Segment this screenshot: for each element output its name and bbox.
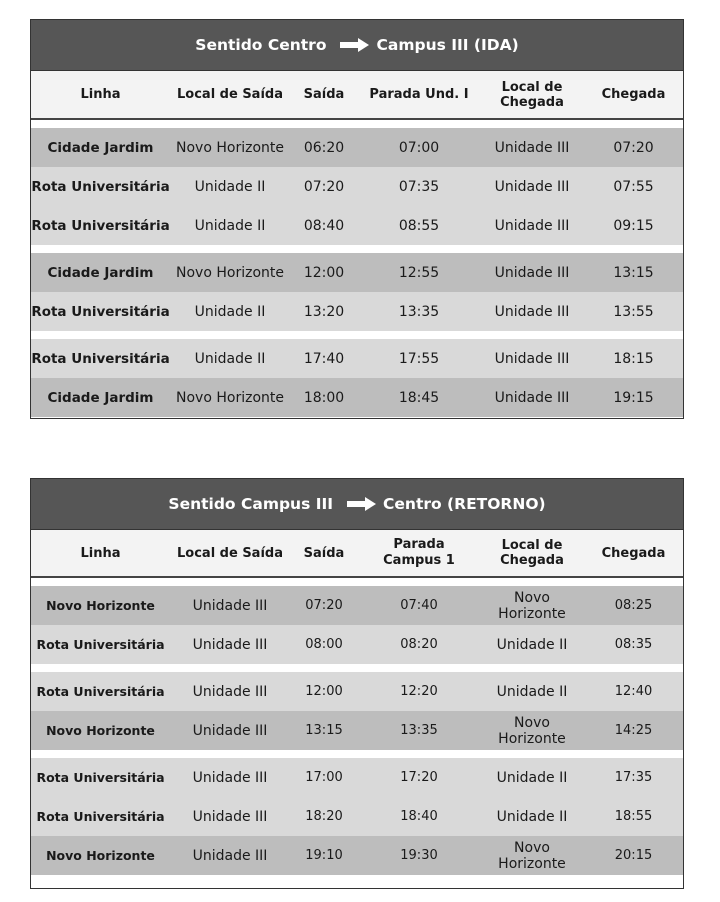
- table-body: [31, 120, 683, 417]
- row-parada: 13:35: [400, 723, 438, 738]
- row-local-chegada: Unidade III: [494, 350, 570, 367]
- title-from: Sentido Campus III: [168, 495, 334, 513]
- row-local-saida: Unidade II: [194, 350, 266, 367]
- col-chegada: Chegada: [601, 545, 666, 561]
- row-linha: Rota Universitária: [31, 303, 170, 320]
- row-parada: 08:20: [400, 637, 438, 652]
- row-saida: 19:10: [305, 848, 343, 863]
- table-row: [31, 339, 683, 378]
- row-local-chegada: Novo Horizonte: [498, 839, 566, 872]
- row-local-chegada: Novo Horizonte: [498, 714, 566, 747]
- row-local-saida: Unidade III: [192, 808, 268, 825]
- row-chegada: 17:35: [614, 770, 653, 785]
- title-from: Sentido Centro: [195, 36, 327, 54]
- row-parada: 18:40: [400, 809, 438, 824]
- row-parada: 07:35: [398, 178, 440, 195]
- table-row: [31, 586, 683, 625]
- row-saida: 17:40: [303, 350, 345, 367]
- col-local-chegada: Local de Chegada: [500, 79, 564, 110]
- row-local-saida: Unidade III: [192, 847, 268, 864]
- row-parada: 08:55: [398, 217, 440, 234]
- row-chegada: 07:20: [613, 139, 654, 156]
- row-chegada: 13:15: [613, 264, 654, 281]
- row-parada: 17:20: [400, 770, 438, 785]
- col-local-chegada: Local de Chegada: [500, 538, 564, 568]
- group-gap: [31, 664, 683, 672]
- row-chegada: 20:15: [614, 848, 653, 863]
- row-saida: 12:00: [303, 264, 345, 281]
- title-to: Campus III (IDA): [376, 36, 519, 54]
- row-chegada: 19:15: [613, 389, 654, 406]
- row-local-saida: Novo Horizonte: [176, 264, 284, 281]
- table-row: [31, 672, 683, 711]
- row-parada: 19:30: [400, 848, 438, 863]
- col-parada: Parada Campus 1: [383, 536, 455, 568]
- row-linha: Rota Universitária: [31, 217, 170, 234]
- row-local-saida: Novo Horizonte: [176, 389, 284, 406]
- row-saida: 13:20: [303, 303, 345, 320]
- arrow-right-icon: [347, 496, 377, 512]
- row-linha: Novo Horizonte: [46, 848, 155, 863]
- col-saida: Saída: [303, 87, 345, 102]
- table-row: [31, 711, 683, 750]
- col-linha: Linha: [80, 87, 121, 102]
- row-local-chegada: Unidade III: [494, 389, 570, 406]
- row-parada: 18:45: [398, 389, 440, 406]
- col-local-saida: Local de Saída: [177, 545, 283, 561]
- table-row: [31, 378, 683, 417]
- row-saida: 08:40: [303, 217, 345, 234]
- table-row: [31, 206, 683, 245]
- row-saida: 07:20: [305, 598, 343, 613]
- row-chegada: 07:55: [613, 178, 654, 195]
- row-linha: Rota Universitária: [36, 770, 165, 785]
- row-chegada: 18:15: [613, 350, 654, 367]
- table-row: [31, 253, 683, 292]
- col-chegada: Chegada: [601, 87, 666, 102]
- row-linha: Cidade Jardim: [47, 139, 154, 156]
- table-row: [31, 836, 683, 875]
- row-local-saida: Unidade II: [194, 178, 266, 195]
- row-local-saida: Unidade III: [192, 769, 268, 786]
- table-row: [31, 292, 683, 331]
- row-chegada: 12:40: [614, 684, 653, 699]
- group-gap: [31, 578, 683, 586]
- row-local-saida: Novo Horizonte: [176, 139, 284, 156]
- row-linha: Rota Universitária: [31, 178, 170, 195]
- table-body: [31, 578, 683, 875]
- col-parada: Parada Und. I: [369, 87, 469, 102]
- row-saida: 07:20: [303, 178, 345, 195]
- row-linha: Novo Horizonte: [46, 598, 155, 613]
- table-title: [31, 479, 683, 530]
- table-row: [31, 167, 683, 206]
- row-local-chegada: Unidade II: [496, 808, 568, 825]
- group-gap: [31, 750, 683, 758]
- header-row: [31, 71, 683, 120]
- row-parada: 07:00: [398, 139, 440, 156]
- row-local-saida: Unidade III: [192, 597, 268, 614]
- row-local-chegada: Unidade III: [494, 303, 570, 320]
- row-parada: 07:40: [400, 598, 438, 613]
- row-chegada: 08:35: [614, 637, 653, 652]
- row-linha: Rota Universitária: [36, 809, 165, 824]
- row-local-chegada: Unidade III: [494, 217, 570, 234]
- row-local-saida: Unidade II: [194, 303, 266, 320]
- row-linha: Cidade Jardim: [47, 264, 154, 281]
- row-linha: Novo Horizonte: [46, 723, 155, 738]
- row-chegada: 08:25: [614, 598, 653, 613]
- group-gap: [31, 245, 683, 253]
- table-row: [31, 128, 683, 167]
- row-saida: 12:00: [305, 684, 343, 699]
- row-parada: 17:55: [398, 350, 440, 367]
- table-row: [31, 797, 683, 836]
- row-linha: Rota Universitária: [31, 350, 170, 367]
- row-parada: 13:35: [398, 303, 440, 320]
- row-parada: 12:55: [398, 264, 440, 281]
- row-linha: Rota Universitária: [36, 637, 165, 652]
- schedule-table-retorno: [30, 478, 684, 889]
- row-local-chegada: Novo Horizonte: [498, 589, 566, 622]
- row-saida: 13:15: [305, 723, 343, 738]
- title-to: Centro (RETORNO): [383, 495, 546, 513]
- table-title: [31, 20, 683, 71]
- col-saida: Saída: [303, 545, 345, 561]
- row-local-saida: Unidade II: [194, 217, 266, 234]
- row-saida: 06:20: [303, 139, 345, 156]
- schedule-table-ida: [30, 19, 684, 419]
- row-local-chegada: Unidade III: [494, 139, 570, 156]
- row-saida: 18:20: [305, 809, 343, 824]
- row-local-chegada: Unidade II: [496, 769, 568, 786]
- row-chegada: 13:55: [613, 303, 654, 320]
- arrow-right-icon: [340, 37, 370, 53]
- row-local-saida: Unidade III: [192, 722, 268, 739]
- row-local-chegada: Unidade II: [496, 636, 568, 653]
- row-linha: Cidade Jardim: [47, 389, 154, 406]
- row-local-saida: Unidade III: [192, 636, 268, 653]
- table-row: [31, 758, 683, 797]
- group-gap: [31, 120, 683, 128]
- row-chegada: 14:25: [614, 723, 653, 738]
- col-local-saida: Local de Saída: [177, 87, 283, 102]
- row-chegada: 09:15: [613, 217, 654, 234]
- col-linha: Linha: [80, 545, 121, 561]
- row-local-chegada: Unidade III: [494, 264, 570, 281]
- group-gap: [31, 331, 683, 339]
- header-row: [31, 530, 683, 578]
- row-parada: 12:20: [400, 684, 438, 699]
- table-row: [31, 625, 683, 664]
- row-saida: 08:00: [305, 637, 343, 652]
- row-local-chegada: Unidade III: [494, 178, 570, 195]
- row-saida: 17:00: [305, 770, 343, 785]
- row-saida: 18:00: [303, 389, 345, 406]
- row-linha: Rota Universitária: [36, 684, 165, 699]
- row-chegada: 18:55: [614, 809, 653, 824]
- row-local-saida: Unidade III: [192, 683, 268, 700]
- row-local-chegada: Unidade II: [496, 683, 568, 700]
